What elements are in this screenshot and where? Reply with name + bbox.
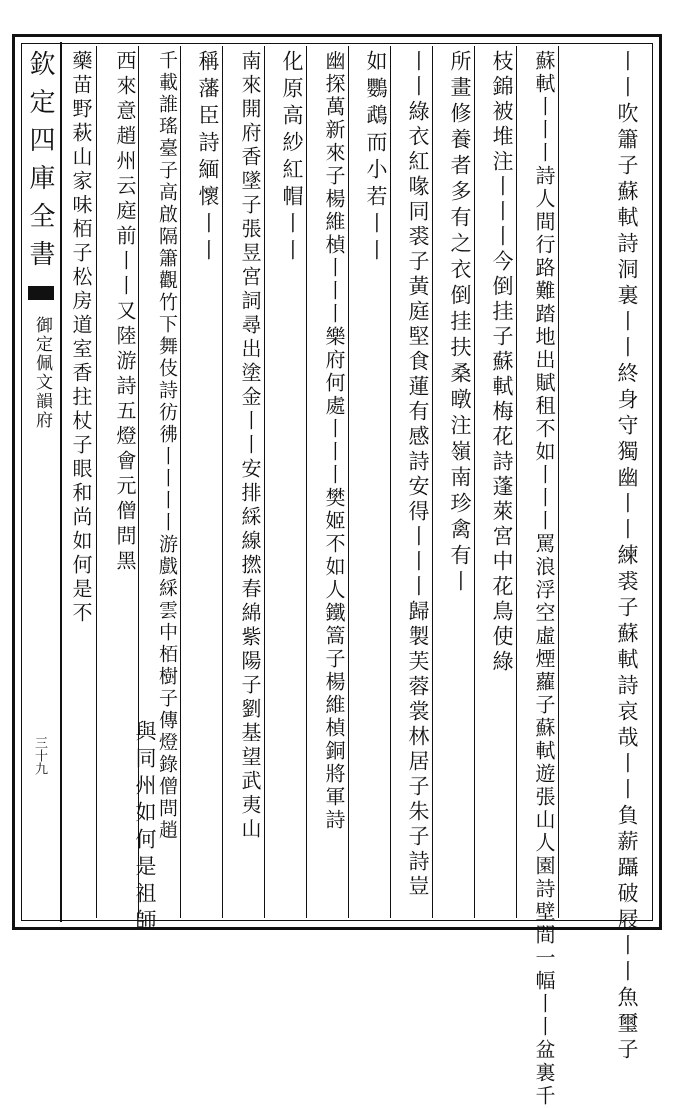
text-column: 丨丨吹簫子蘇軾詩洞裏丨丨終身守獨幽丨丨練裘子蘇軾詩哀哉丨丨負薪躡破屐丨丨魚璽子 [615, 50, 639, 1064]
text-column: 枝錦被堆注丨丨丨今倒挂子蘇軾梅花詩蓬萊宮中花鳥使綠 [490, 50, 514, 675]
text-column: 千載誰瑤臺子高啟隔簫觀竹下舞伎詩彷彿丨丨丨丨游戲綵雲中栢樹子傳燈錄僧問趙 [156, 50, 178, 842]
text-column: 如鸚鵡而小若丨丨 [364, 50, 388, 266]
text-column: 南來開府香墜子張昱宮詞尋出塗金丨丨安排綵線撚春綿紫陽子劉基望武夷山 [238, 50, 262, 842]
text-column: 稱藩臣詩緬懷丨丨 [196, 50, 220, 266]
text-column: 蘇軾丨丨丨詩人間行路難踏地出賦租不如丨丨丨罵浪浮空虛煙蘿子蘇軾遊張山人園詩壁間一幅丨丨盆裏千 [532, 50, 556, 1108]
text-column: 西來意趙州云庭前丨丨又陸游詩五燈會元僧問黑 [113, 50, 137, 575]
book-subtitle: 御定佩文韻府 [32, 316, 52, 430]
column-rule [96, 46, 97, 918]
fish-tail-mark [28, 286, 54, 300]
page-number: 三十九 [32, 736, 47, 775]
text-column: 藥苗野萩山家味栢子松房道室香拄杖子眼和尚如何是不 [69, 50, 93, 626]
text-column: 化原高紗紅帽丨丨 [280, 50, 304, 266]
text-column: 幽探萬新來子楊維楨丨丨丨樂府何處丨丨丨樊姬不如人鐵篙子楊維楨銅將軍詩 [322, 50, 346, 832]
text-column: 與同州如何是祖師 [133, 720, 157, 936]
text-column: 丨丨綠衣紅喙同裘子黃庭堅食蓮有感詩安得丨丨丨歸製芙蓉裳林居子朱子詩豈 [406, 50, 430, 900]
book-title: 欽定四庫全書 [25, 50, 55, 278]
text-column: 所畫修養者多有之衣倒挂扶桑暾注嶺南珍禽有丨 [448, 50, 472, 596]
